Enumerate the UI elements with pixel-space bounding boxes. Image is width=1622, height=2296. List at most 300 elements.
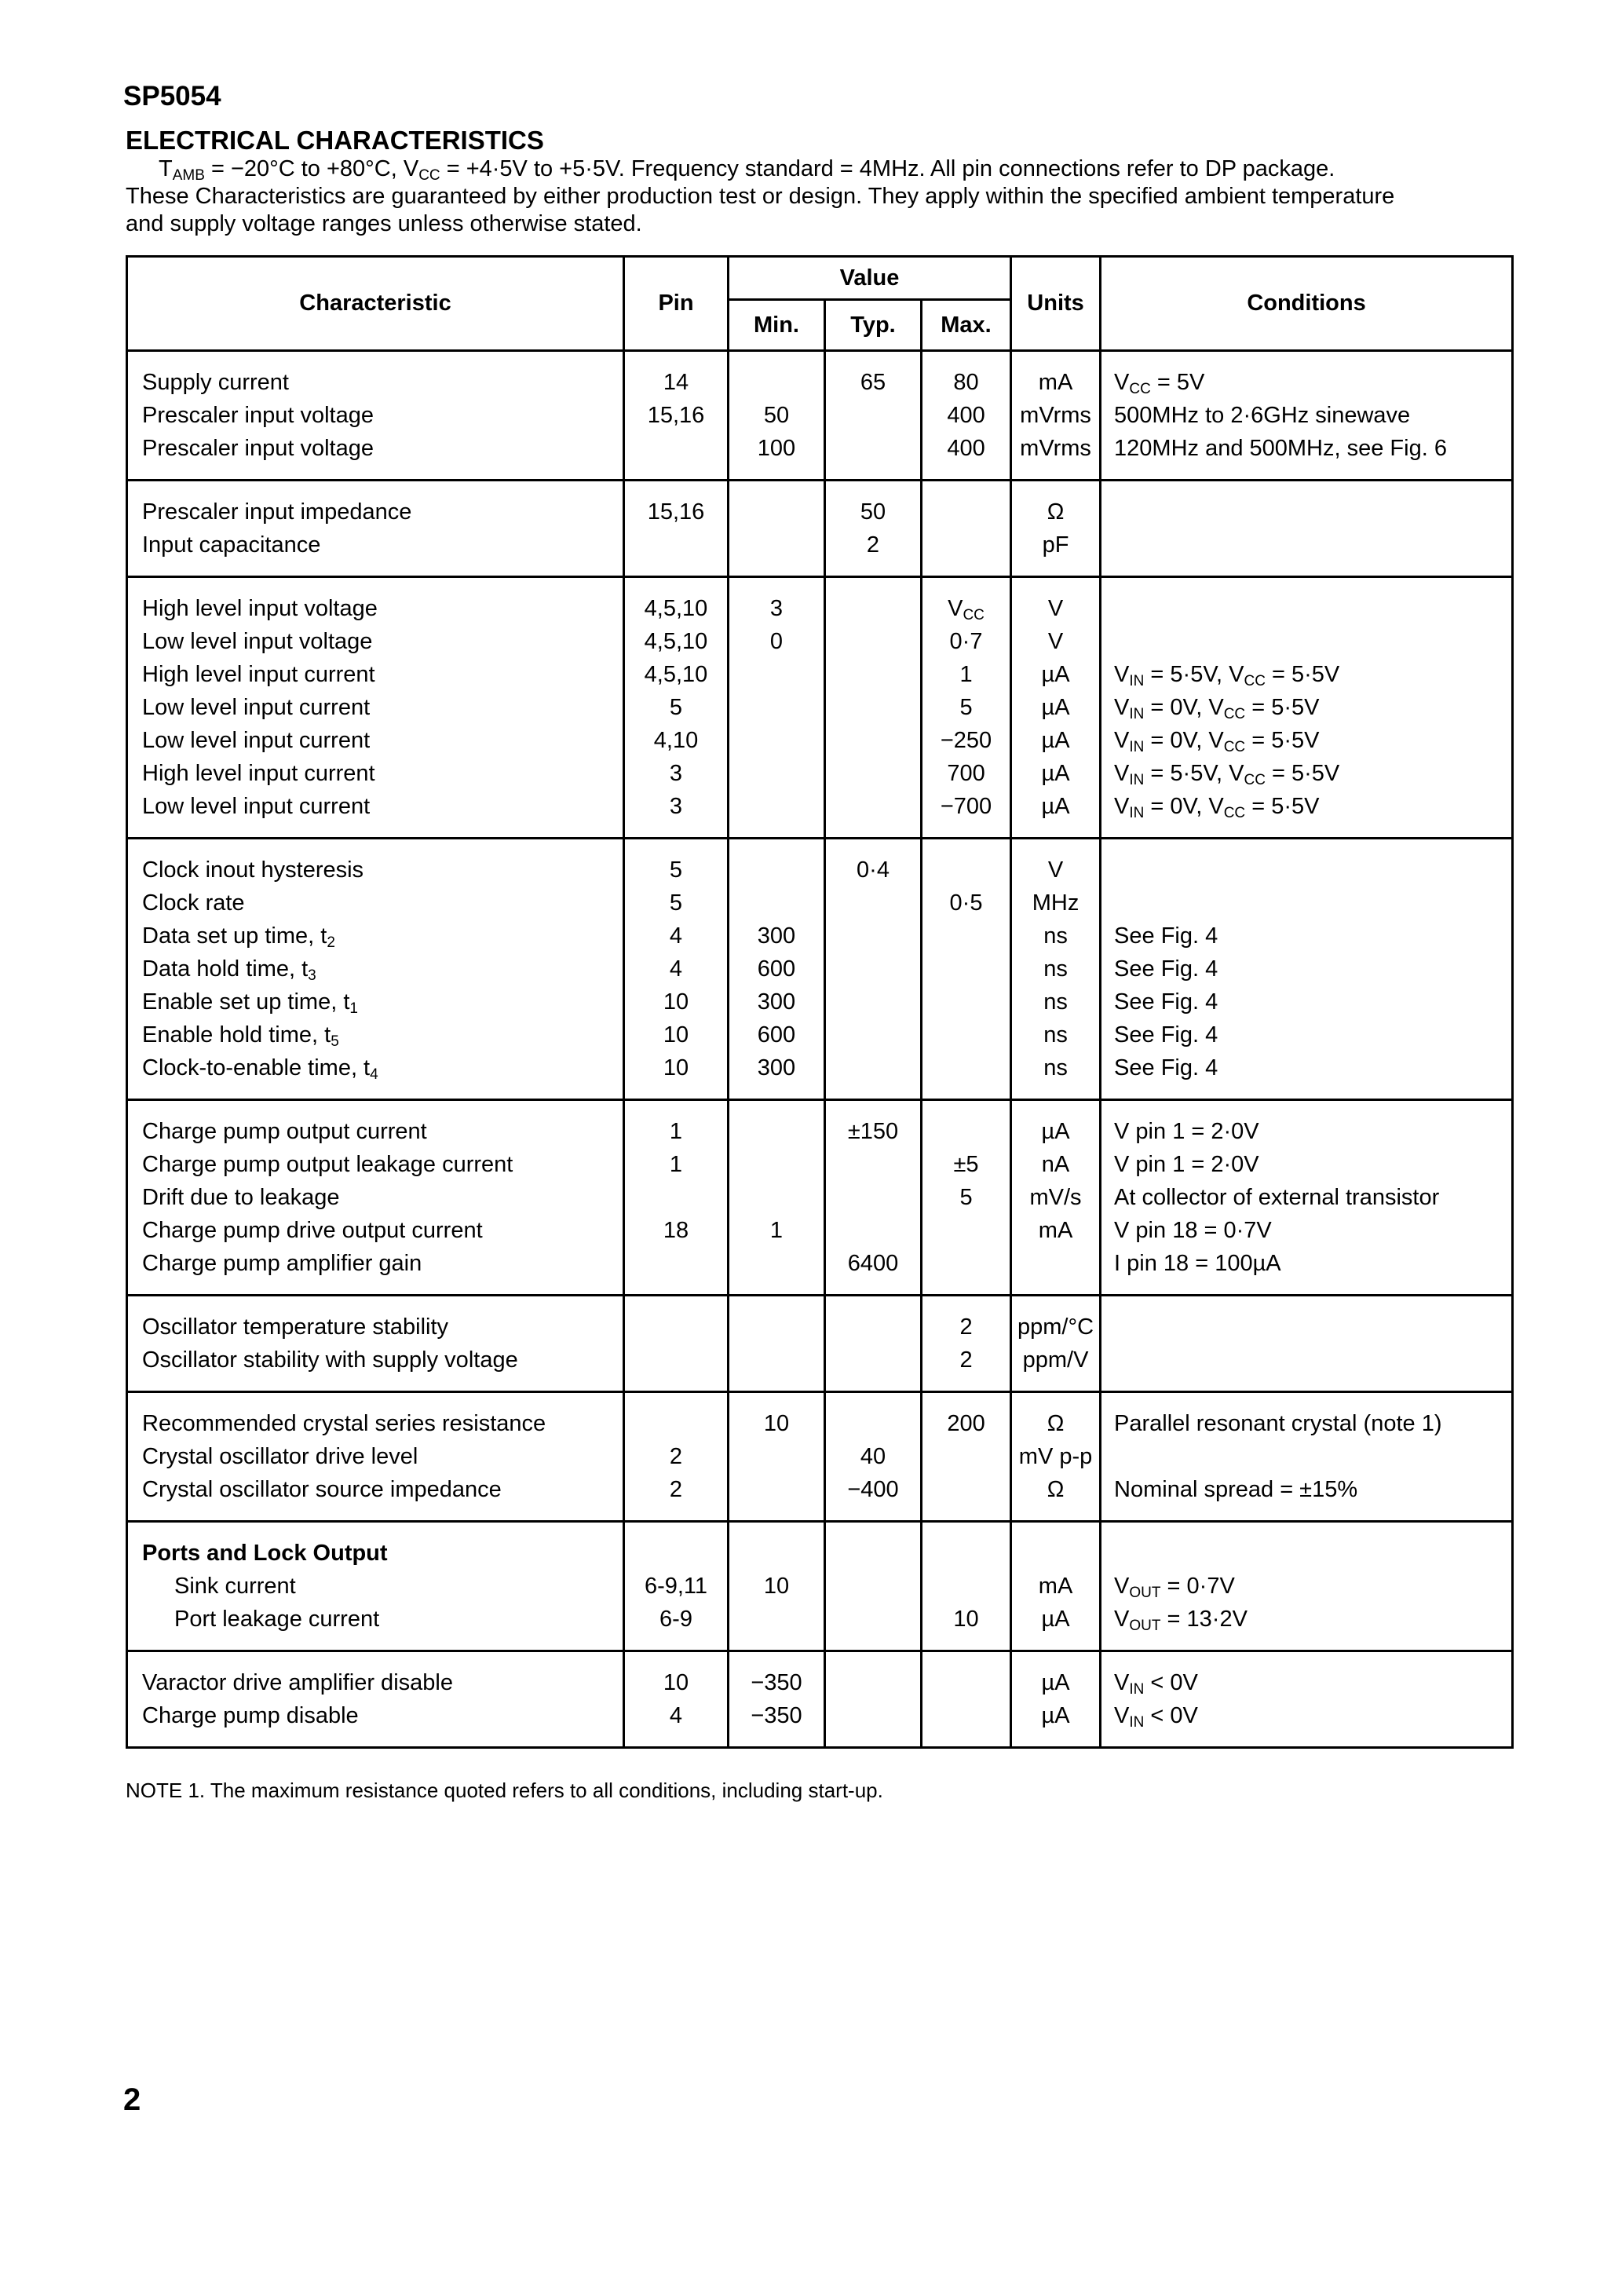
cell-char: Recommended crystal series resistance [142, 1411, 546, 1436]
cell-pin: 4,5,10 [644, 596, 708, 621]
cell-max: −700 [940, 794, 992, 819]
col-units [1011, 1296, 1101, 1392]
cell-pin [625, 1537, 727, 1570]
cell-typ [826, 1537, 920, 1570]
cell-char: Sink current [174, 1574, 296, 1599]
cell-char: Varactor drive amplifier disable [142, 1670, 453, 1695]
cell-max: 5 [959, 695, 973, 720]
cell-units: ns [1043, 1055, 1068, 1080]
cell-pin: 5 [669, 890, 683, 916]
cell-char: Low level input voltage [142, 629, 373, 654]
cell-char: Crystal oscillator source impedance [142, 1477, 502, 1502]
cell-max: 0·7 [949, 629, 983, 654]
cell-units: µA [1041, 1607, 1070, 1632]
header-max: Max. [922, 300, 1011, 351]
cell-units: mV p-p [1018, 1444, 1093, 1469]
cell-char: Low level input current [142, 695, 371, 720]
cell-min: 1 [769, 1218, 784, 1243]
cell-typ [826, 887, 920, 919]
cell-typ [826, 1018, 920, 1051]
cell-typ: ±150 [847, 1119, 899, 1144]
col-char [127, 481, 624, 577]
cell-min: 600 [757, 1022, 796, 1047]
cell-typ [826, 592, 920, 625]
table-row [127, 1392, 1513, 1522]
cell-min [729, 1473, 824, 1506]
cell-char: High level input current [142, 761, 375, 786]
cell-char: Oscillator stability with supply voltage [142, 1347, 518, 1373]
cell-max: 10 [953, 1607, 979, 1632]
cell-max: 700 [947, 761, 985, 786]
col-typ [825, 1392, 922, 1522]
header-typ: Typ. [825, 300, 922, 351]
col-pin [624, 351, 729, 481]
header-characteristic: Characteristic [127, 257, 624, 351]
cell-min [729, 1440, 824, 1473]
cell-pin: 3 [669, 761, 683, 786]
intro-line-2: These Characteristics are guaranteed by either production test or design. They apply within the specified ambient temperature [126, 184, 1395, 209]
cell-cond: Parallel resonant crystal (note 1) [1114, 1411, 1442, 1436]
cell-cond [1101, 625, 1511, 658]
cell-max [922, 1666, 1010, 1699]
cell-max [922, 528, 1010, 561]
cell-pin: 15,16 [647, 499, 705, 525]
cell-min: 10 [763, 1574, 790, 1599]
cell-units: mA [1038, 1218, 1073, 1243]
cell-units: ppm/V [1022, 1347, 1089, 1373]
col-char [127, 1392, 624, 1522]
cell-min [729, 1181, 824, 1214]
cell-max: 2 [959, 1314, 973, 1340]
cell-cond: $V_{IN} = 0V$, $V_{CC} = 5\cdot 5V$ [1114, 695, 1320, 722]
cell-typ: 2 [866, 532, 880, 558]
cell-cond: V pin 18 = 0·7V [1114, 1218, 1272, 1243]
col-pin [624, 839, 729, 1100]
cell-max: 400 [947, 403, 985, 428]
cell-units: Ω [1047, 499, 1065, 525]
col-min [729, 481, 825, 577]
col-cond [1101, 839, 1513, 1100]
col-cond [1101, 1651, 1513, 1748]
cell-max: 0·5 [949, 890, 983, 916]
cell-min: 300 [757, 989, 796, 1015]
cell-cond: $V_{IN} = 0V$, $V_{CC} = 5\cdot 5V$ [1114, 794, 1320, 821]
cell-typ [826, 399, 920, 432]
cell-cond: See Fig. 4 [1114, 989, 1218, 1015]
header-min: Min. [729, 300, 825, 351]
cell-units: Ω [1047, 1411, 1065, 1436]
cell-pin: 5 [669, 857, 683, 883]
cell-min: 0 [769, 629, 784, 654]
cell-typ [826, 790, 920, 823]
cell-max: 1 [959, 662, 973, 687]
cell-cond [1101, 1311, 1511, 1344]
cell-pin: 14 [663, 370, 689, 395]
cell-units: µA [1041, 1670, 1070, 1695]
col-min [729, 577, 825, 839]
col-max [922, 1522, 1011, 1651]
cell-min [729, 1603, 824, 1636]
cell-pin: 1 [669, 1119, 683, 1144]
cell-typ: −400 [847, 1477, 899, 1502]
cell-char: Ports and Lock Output [142, 1541, 388, 1566]
cell-max [922, 854, 1010, 887]
cell-units: µA [1041, 728, 1070, 753]
cell-cond: 120MHz and 500MHz, see Fig. 6 [1114, 436, 1447, 461]
cell-typ [826, 1181, 920, 1214]
cell-max [922, 1051, 1010, 1084]
cell-pin [625, 1181, 727, 1214]
cell-min [729, 1344, 824, 1377]
cell-char: Charge pump amplifier gain [142, 1251, 422, 1276]
cell-units: pF [1042, 532, 1069, 558]
cell-max: 400 [947, 436, 985, 461]
cell-pin: 15,16 [647, 403, 705, 428]
cell-cond: See Fig. 4 [1114, 1022, 1218, 1047]
cell-max [922, 1115, 1010, 1148]
cell-max [922, 1247, 1010, 1280]
footnote: NOTE 1. The maximum resistance quoted refers to all conditions, including start-up. [126, 1779, 883, 1802]
cell-pin [625, 1311, 727, 1344]
section-title: ELECTRICAL CHARACTERISTICS [126, 126, 544, 155]
col-min [729, 839, 825, 1100]
cell-cond [1101, 495, 1511, 528]
cell-pin: 6-9,11 [644, 1574, 708, 1599]
cell-char: Charge pump output current [142, 1119, 427, 1144]
cell-pin: 5 [669, 695, 683, 720]
intro-line-1: $T_{AMB} = -20^\circ C$ to +80°C, $V_{CC} = +4\cdot 5V$ to +5·5V. Frequency standard = 4MHz. All pin connections refer to DP package. [159, 156, 1335, 184]
cell-max: 2 [959, 1347, 973, 1373]
cell-units: µA [1041, 662, 1070, 687]
cell-units: nA [1041, 1152, 1070, 1177]
intro-line-3: and supply voltage ranges unless otherwise stated. [126, 211, 642, 236]
col-typ [825, 839, 922, 1100]
cell-typ [826, 757, 920, 790]
table-group [127, 481, 1513, 577]
cell-cond: V pin 1 = 2·0V [1114, 1152, 1259, 1177]
cell-pin: 6-9 [659, 1607, 692, 1632]
col-pin [624, 577, 729, 839]
cell-units: mA [1038, 1574, 1073, 1599]
cell-typ [826, 658, 920, 691]
header-conditions: Conditions [1101, 257, 1513, 351]
cell-units: V [1047, 629, 1064, 654]
page-number: 2 [123, 2082, 141, 2117]
cell-char: Clock rate [142, 890, 245, 916]
cell-typ [826, 1311, 920, 1344]
cell-char: Clock inout hysteresis [142, 857, 364, 883]
cell-typ [826, 625, 920, 658]
cell-min: 600 [757, 956, 796, 982]
col-char [127, 351, 624, 481]
cell-cond [1101, 1344, 1511, 1377]
cell-char: Input capacitance [142, 532, 321, 558]
cell-cond: I pin 18 = 100µA [1114, 1251, 1281, 1276]
cell-units: µA [1041, 1119, 1070, 1144]
cell-units: mVrms [1020, 436, 1091, 461]
cell-char: Oscillator temperature stability [142, 1314, 449, 1340]
cell-pin: 10 [663, 1055, 689, 1080]
table-row [127, 577, 1513, 839]
cell-max [922, 1699, 1010, 1732]
cell-typ [826, 1051, 920, 1084]
cell-min: 100 [757, 436, 796, 461]
cell-cond [1101, 592, 1511, 625]
col-char [127, 1522, 624, 1651]
cell-char: Enable hold time, $t_5$ [142, 1022, 339, 1050]
cell-char: Charge pump disable [142, 1703, 359, 1728]
cell-typ: 40 [860, 1444, 886, 1469]
cell-max [922, 495, 1010, 528]
col-max [922, 481, 1011, 577]
cell-typ [826, 724, 920, 757]
cell-max [922, 1473, 1010, 1506]
cell-typ [826, 691, 920, 724]
cell-min [729, 495, 824, 528]
cell-char: Supply current [142, 370, 289, 395]
col-min [729, 351, 825, 481]
cell-typ [826, 952, 920, 985]
cell-cond [1101, 887, 1511, 919]
cell-char: High level input current [142, 662, 375, 687]
cell-pin: 1 [669, 1152, 683, 1177]
cell-max: ±5 [953, 1152, 979, 1177]
cell-typ [826, 1666, 920, 1699]
cell-min [729, 1115, 824, 1148]
cell-min [729, 1148, 824, 1181]
cell-units: mV/s [1029, 1185, 1082, 1210]
cell-pin [625, 432, 727, 465]
col-cond [1101, 577, 1513, 839]
cell-cond: See Fig. 4 [1114, 1055, 1218, 1080]
cell-units [1012, 1247, 1099, 1280]
col-char [127, 577, 624, 839]
cell-pin: 10 [663, 1670, 689, 1695]
col-typ [825, 481, 922, 577]
cell-max: −250 [940, 728, 992, 753]
cell-typ [826, 1344, 920, 1377]
cell-min [729, 528, 824, 561]
cell-min [729, 1247, 824, 1280]
table-row [127, 839, 1513, 1100]
col-units [1011, 481, 1101, 577]
cell-pin: 4,5,10 [644, 629, 708, 654]
cell-min [729, 691, 824, 724]
cell-char: High level input voltage [142, 596, 378, 621]
cell-min: −350 [751, 1670, 802, 1695]
cell-pin [625, 528, 727, 561]
col-units [1011, 839, 1101, 1100]
cell-typ [826, 1570, 920, 1603]
cell-min: −350 [751, 1703, 802, 1728]
cell-typ: 50 [860, 499, 886, 525]
cell-pin: 3 [669, 794, 683, 819]
table-group [127, 577, 1513, 839]
cell-typ [826, 919, 920, 952]
cell-min: 10 [763, 1411, 790, 1436]
cell-units [1012, 1537, 1099, 1570]
cell-min [729, 887, 824, 919]
col-max [922, 1392, 1011, 1522]
cell-units: µA [1041, 695, 1070, 720]
cell-char: Low level input current [142, 794, 371, 819]
col-units [1011, 577, 1101, 839]
cell-units: V [1047, 596, 1064, 621]
table-group [127, 1100, 1513, 1296]
cell-pin: 4 [669, 956, 683, 982]
table-row [127, 351, 1513, 481]
col-max [922, 1651, 1011, 1748]
col-typ [825, 1296, 922, 1392]
cell-min [729, 854, 824, 887]
col-max [922, 351, 1011, 481]
cell-char: Drift due to leakage [142, 1185, 340, 1210]
cell-typ [826, 985, 920, 1018]
cell-cond: V pin 1 = 2·0V [1114, 1119, 1259, 1144]
cell-units: µA [1041, 1703, 1070, 1728]
cell-pin: 4 [669, 1703, 683, 1728]
col-pin [624, 1651, 729, 1748]
col-cond [1101, 1100, 1513, 1296]
table-row [127, 1522, 1513, 1651]
col-units [1011, 351, 1101, 481]
table-group [127, 1522, 1513, 1651]
cell-max [922, 985, 1010, 1018]
cell-units: ns [1043, 1022, 1068, 1047]
cell-pin: 18 [663, 1218, 689, 1243]
cell-char: Prescaler input impedance [142, 499, 412, 525]
table-row [127, 1296, 1513, 1392]
col-char [127, 1296, 624, 1392]
table-group [127, 351, 1513, 481]
cell-pin: 10 [663, 989, 689, 1015]
cell-typ [826, 432, 920, 465]
col-typ [825, 577, 922, 839]
part-number: SP5054 [123, 81, 221, 112]
cell-char: Prescaler input voltage [142, 436, 374, 461]
cell-units: Ω [1047, 1477, 1065, 1502]
cell-units: µA [1041, 794, 1070, 819]
cell-cond: $V_{IN} < 0V$ [1114, 1670, 1198, 1698]
cell-units: µA [1041, 761, 1070, 786]
table-group [127, 1392, 1513, 1522]
cell-char: Clock-to-enable time, $t_4$ [142, 1055, 378, 1083]
cell-pin: 10 [663, 1022, 689, 1047]
col-char [127, 1100, 624, 1296]
cell-pin: 4 [669, 923, 683, 949]
cell-max: $V_{CC}$ [948, 596, 985, 623]
cell-units: ppm/°C [1017, 1314, 1094, 1340]
cell-min [729, 724, 824, 757]
col-char [127, 1651, 624, 1748]
cell-min [729, 790, 824, 823]
cell-char: Enable set up time, $t_1$ [142, 989, 358, 1017]
cell-cond [1101, 528, 1511, 561]
cell-max [922, 1537, 1010, 1570]
cell-typ [826, 1407, 920, 1440]
cell-pin: 4,10 [653, 728, 699, 753]
cell-min [729, 1311, 824, 1344]
cell-max [922, 919, 1010, 952]
cell-pin: 4,5,10 [644, 662, 708, 687]
cell-typ: 65 [860, 370, 886, 395]
cell-cond [1101, 1537, 1511, 1570]
cell-cond [1101, 1440, 1511, 1473]
cell-units: ns [1043, 923, 1068, 949]
cell-char: Data hold time, $t_3$ [142, 956, 316, 984]
header-value: Value [729, 257, 1011, 300]
cell-cond: At collector of external transistor [1114, 1185, 1440, 1210]
col-cond [1101, 1392, 1513, 1522]
cell-cond [1101, 854, 1511, 887]
col-units [1011, 1100, 1101, 1296]
col-units [1011, 1392, 1101, 1522]
cell-cond: Nominal spread = ±15% [1114, 1477, 1358, 1502]
cell-cond: 500MHz to 2·6GHz sinewave [1114, 403, 1411, 428]
cell-pin: 2 [669, 1477, 683, 1502]
cell-cond: $V_{IN} = 5\cdot 5V$, $V_{CC} = 5\cdot 5V$ [1114, 662, 1340, 689]
cell-min: 300 [757, 923, 796, 949]
cell-max [922, 952, 1010, 985]
table-row [127, 481, 1513, 577]
cell-min [729, 1537, 824, 1570]
cell-min: 50 [763, 403, 790, 428]
table-row [127, 1100, 1513, 1296]
cell-units: mA [1038, 370, 1073, 395]
table-row [127, 1651, 1513, 1748]
intro-text [126, 155, 1507, 238]
cell-min [729, 757, 824, 790]
cell-units: mVrms [1020, 403, 1091, 428]
cell-pin [625, 1247, 727, 1280]
cell-units: ns [1043, 956, 1068, 982]
col-cond [1101, 1522, 1513, 1651]
cell-typ [826, 1214, 920, 1247]
cell-char: Low level input current [142, 728, 371, 753]
cell-cond: $V_{OUT} = 0\cdot 7V$ [1114, 1574, 1235, 1601]
header-pin: Pin [624, 257, 729, 351]
col-typ [825, 351, 922, 481]
cell-cond: $V_{CC} = 5V$ [1114, 370, 1205, 397]
cell-max [922, 1018, 1010, 1051]
cell-char: Data set up time, $t_2$ [142, 923, 335, 951]
col-min [729, 1296, 825, 1392]
cell-char: Crystal oscillator drive level [142, 1444, 418, 1469]
col-units [1011, 1522, 1101, 1651]
cell-typ [826, 1603, 920, 1636]
cell-cond: $V_{IN} = 5\cdot 5V$, $V_{CC} = 5\cdot 5V$ [1114, 761, 1340, 788]
cell-cond: $V_{IN} = 0V$, $V_{CC} = 5\cdot 5V$ [1114, 728, 1320, 755]
cell-cond: See Fig. 4 [1114, 923, 1218, 949]
cell-min: 3 [769, 596, 784, 621]
cell-min: 300 [757, 1055, 796, 1080]
col-typ [825, 1522, 922, 1651]
col-pin [624, 1522, 729, 1651]
cell-char: Charge pump output leakage current [142, 1152, 513, 1177]
col-min [729, 1100, 825, 1296]
col-units [1011, 1651, 1101, 1748]
cell-cond: $V_{OUT} = 13\cdot 2V$ [1114, 1607, 1248, 1634]
cell-max: 80 [953, 370, 979, 395]
col-typ [825, 1100, 922, 1296]
col-char [127, 839, 624, 1100]
cell-typ: 0·4 [857, 857, 890, 883]
table-group [127, 839, 1513, 1100]
cell-units: V [1047, 857, 1064, 883]
cell-max [922, 1440, 1010, 1473]
col-pin [624, 481, 729, 577]
cell-max: 5 [959, 1185, 973, 1210]
